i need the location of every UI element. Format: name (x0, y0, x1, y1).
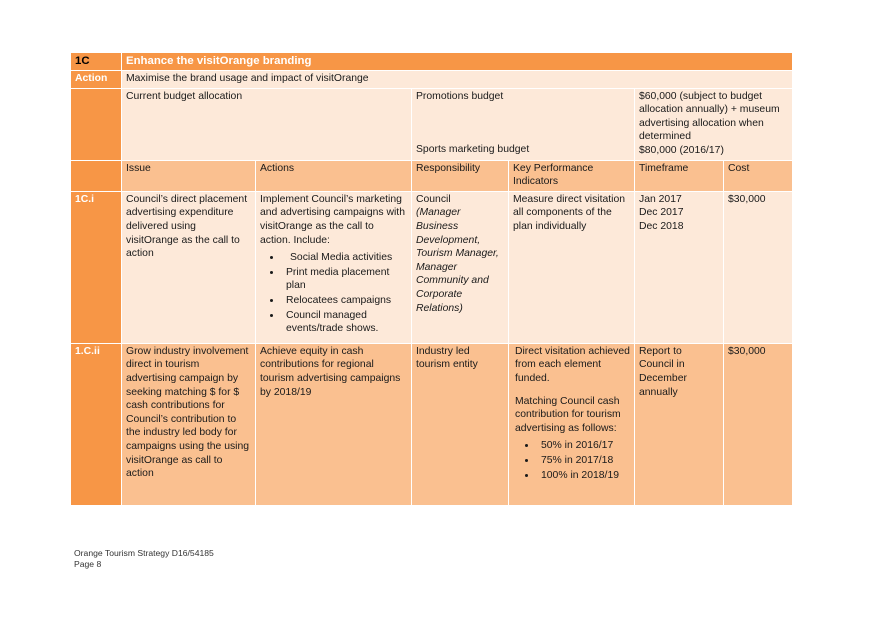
header-issue: Issue (122, 161, 255, 191)
actions-intro: Implement Council’s marketing and advertising campaigns with visitOrange as the call to action. Include: (260, 193, 405, 246)
budget-row (71, 89, 792, 160)
list-item: • Social Media activities (282, 251, 407, 265)
list-item: • Relocatees campaigns (282, 294, 407, 308)
header-kpi: Key Performance Indicators (509, 161, 634, 191)
section-code: 1C (71, 53, 121, 70)
timeframe-item: Dec 2018 (639, 220, 684, 232)
row-responsibility (412, 192, 508, 343)
row-actions: Achieve equity in cash contributions for regional tourism advertising campaigns by 2018/19 (256, 344, 411, 505)
header-cost: Cost (724, 161, 792, 191)
row-cost: $30,000 (724, 344, 792, 505)
sports-budget-value: $80,000 (2016/17) (639, 144, 724, 156)
table-row (71, 192, 792, 343)
header-timeframe: Timeframe (635, 161, 723, 191)
row-kpi (509, 344, 634, 505)
footer-doc-ref: Orange Tourism Strategy D16/54185 (74, 548, 214, 558)
row-code: 1.C.ii (71, 344, 121, 505)
timeframe-item: Dec 2017 (639, 207, 684, 219)
row-code: 1C.i (71, 192, 121, 343)
list-item: • 100% in 2018/19 (537, 469, 630, 483)
row-timeframe: Report to Council in December annually (635, 344, 723, 505)
action-label: Action (71, 71, 121, 88)
row-responsibility: Industry led tourism entity (412, 344, 508, 505)
promotions-budget-value: $60,000 (subject to budget allocation annually) + museum advertising allocation when determined (639, 90, 780, 143)
section-title: Enhance the visitOrange branding (122, 53, 792, 70)
kpi-text-2: Matching Council cash contribution for tourism advertising as follows: (515, 395, 621, 434)
actions-bullet-list (260, 251, 407, 336)
budget-type-cell (412, 89, 634, 160)
header-actions: Actions (256, 161, 411, 191)
kpi-bullet-list (515, 439, 630, 482)
row-timeframe (635, 192, 723, 343)
list-item: • Council managed events/trade shows. (282, 309, 407, 336)
strategy-table (70, 52, 793, 506)
promotions-budget-label: Promotions budget (416, 90, 504, 102)
list-item: • 75% in 2017/18 (537, 454, 630, 468)
row-issue: Grow industry involvement direct in tourism advertising campaign by seeking matching $ for $ cash contributions for Council’s contribution to the industry led body for campaigns using the using visitOrange as call to action (122, 344, 255, 505)
timeframe-item: Jan 2017 (639, 193, 682, 205)
row-issue: Council’s direct placement advertising expenditure delivered using visitOrange as the call to action (122, 192, 255, 343)
list-item: • 50% in 2016/17 (537, 439, 630, 453)
budget-value-cell (635, 89, 792, 160)
list-item: • Print media placement plan (282, 266, 407, 293)
action-row (71, 71, 792, 88)
header-responsibility: Responsibility (412, 161, 508, 191)
row-kpi: Measure direct visitation all components of the plan individually (509, 192, 634, 343)
column-header-row (71, 161, 792, 191)
section-title-row (71, 53, 792, 70)
responsibility-detail: (Manager Business Development, Tourism Manager, Manager Community and Corporate Relations) (416, 207, 499, 314)
page-footer (74, 548, 214, 570)
row-cost: $30,000 (724, 192, 792, 343)
table-row (71, 344, 792, 505)
current-budget-label: Current budget allocation (122, 89, 411, 160)
header-code-cell (71, 161, 121, 191)
kpi-text-1: Direct visitation achieved from each element funded. (515, 345, 630, 384)
action-text: Maximise the brand usage and impact of visitOrange (122, 71, 792, 88)
row-actions (256, 192, 411, 343)
budget-code-cell (71, 89, 121, 160)
responsibility-main: Council (416, 193, 451, 205)
footer-page-number: Page 8 (74, 559, 102, 569)
sports-budget-label: Sports marketing budget (416, 144, 530, 156)
